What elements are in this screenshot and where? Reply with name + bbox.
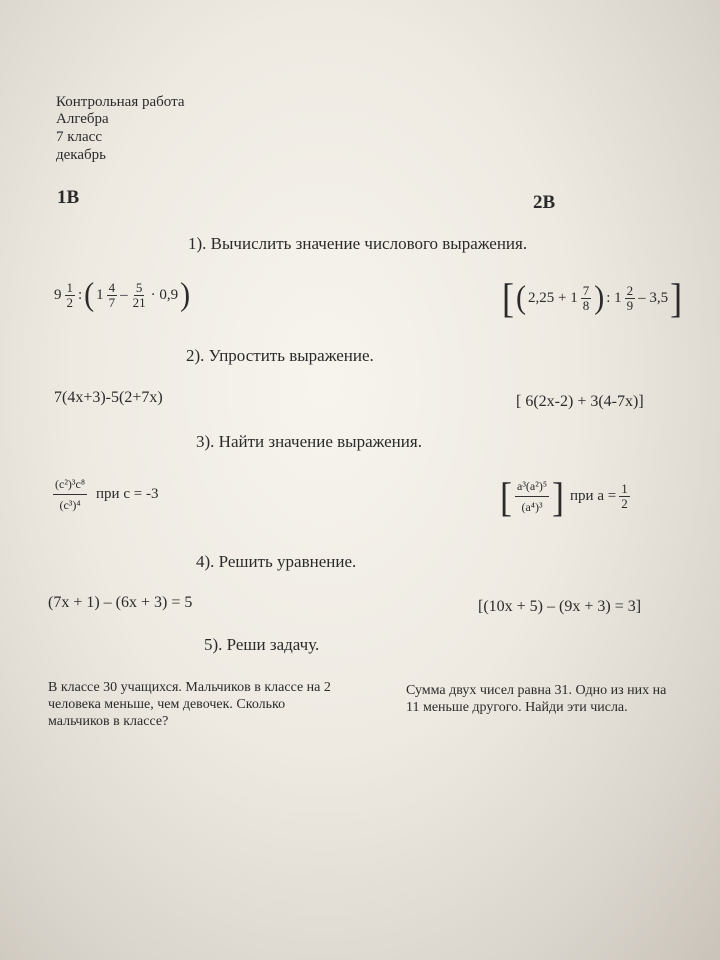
t1v1-whole: 9 (54, 286, 62, 303)
header-title: Контрольная работа (56, 94, 185, 110)
task-4-heading: 4). Решить уравнение. (196, 552, 357, 571)
task-3-v1-expression: $\frac{\text{(c²)³c⁸}}{\text{(c³)⁴}}$ при с = -3 (52, 474, 158, 515)
task-5-v2-problem: Сумма двух чисел равна 31. Одно из них на 11 меньше другого. Найди эти числа. (406, 683, 667, 715)
task-2-v1-expression: 7(4x+3)-5(2+7x) (54, 389, 163, 406)
task-4-v1-expression: (7x + 1) – (6x + 3) = 5 (48, 594, 193, 611)
task-2-heading: 2). Упростить выражение. (186, 346, 374, 365)
task-3-heading: 3). Найти значение выражения. (196, 432, 422, 451)
header-subject: Алгебра (56, 111, 109, 127)
task-2-v2-expression: [ 6(2x-2) + 3(4-7x)] (516, 393, 644, 410)
header-month: декабрь (56, 147, 106, 163)
t3v1-frac: $\frac{\text{(c²)³c⁸}}{\text{(c³)⁴}}$ (53, 474, 87, 515)
task-5-v1-problem: В классе 30 учащихся. Мальчиков в классе на 2 человека меньше, чем девочек. Сколько мальчиков в классе? (48, 680, 331, 729)
t1v2-frac1: $\frac{7}{8}$ (582, 282, 590, 313)
variant-1-label: 1В (57, 187, 80, 208)
task-1-heading: 1). Вычислить значение числового выражения. (188, 234, 528, 253)
variant-2-label: 2В (533, 192, 556, 213)
task-4-v2-expression: [(10x + 5) – (9x + 3) = 3] (478, 598, 642, 615)
t1v1-frac1: $\frac{1}{2}$ (66, 279, 73, 310)
t1v2-frac2: $\frac{2}{9}$ (626, 282, 634, 313)
header-grade: 7 класс (56, 129, 102, 145)
t1v1-frac2: $\frac{4}{7}$ (108, 279, 116, 310)
t3v2-frac: $\frac{\text{a³(a²)⁵}}{\text{(a⁴)³}}$ (515, 476, 549, 517)
task-5-heading: 5). Реши задачу. (204, 635, 320, 654)
t1v1-frac3: $\frac{5}{21}$ (132, 279, 146, 310)
task-1-v1-expression: 9 $\frac{1}{2}$ : ( 1 $\frac{4}{7}$ – $\frac{5}{21}$ · 0,9 ) (54, 276, 191, 313)
task-3-v2-expression: [ $\frac{\text{a³(a²)⁵}}{\text{(a⁴)³}}$ ] при а = $\frac{1}{2}$ (500, 473, 628, 520)
t3v2-val: $\frac{1}{2}$ (621, 481, 628, 511)
task-1-v2-expression: [ ( 2,25 + 1 $\frac{7}{8}$ ) : 1 $\frac{2}{9}$ – 3,5 ] (502, 275, 683, 321)
